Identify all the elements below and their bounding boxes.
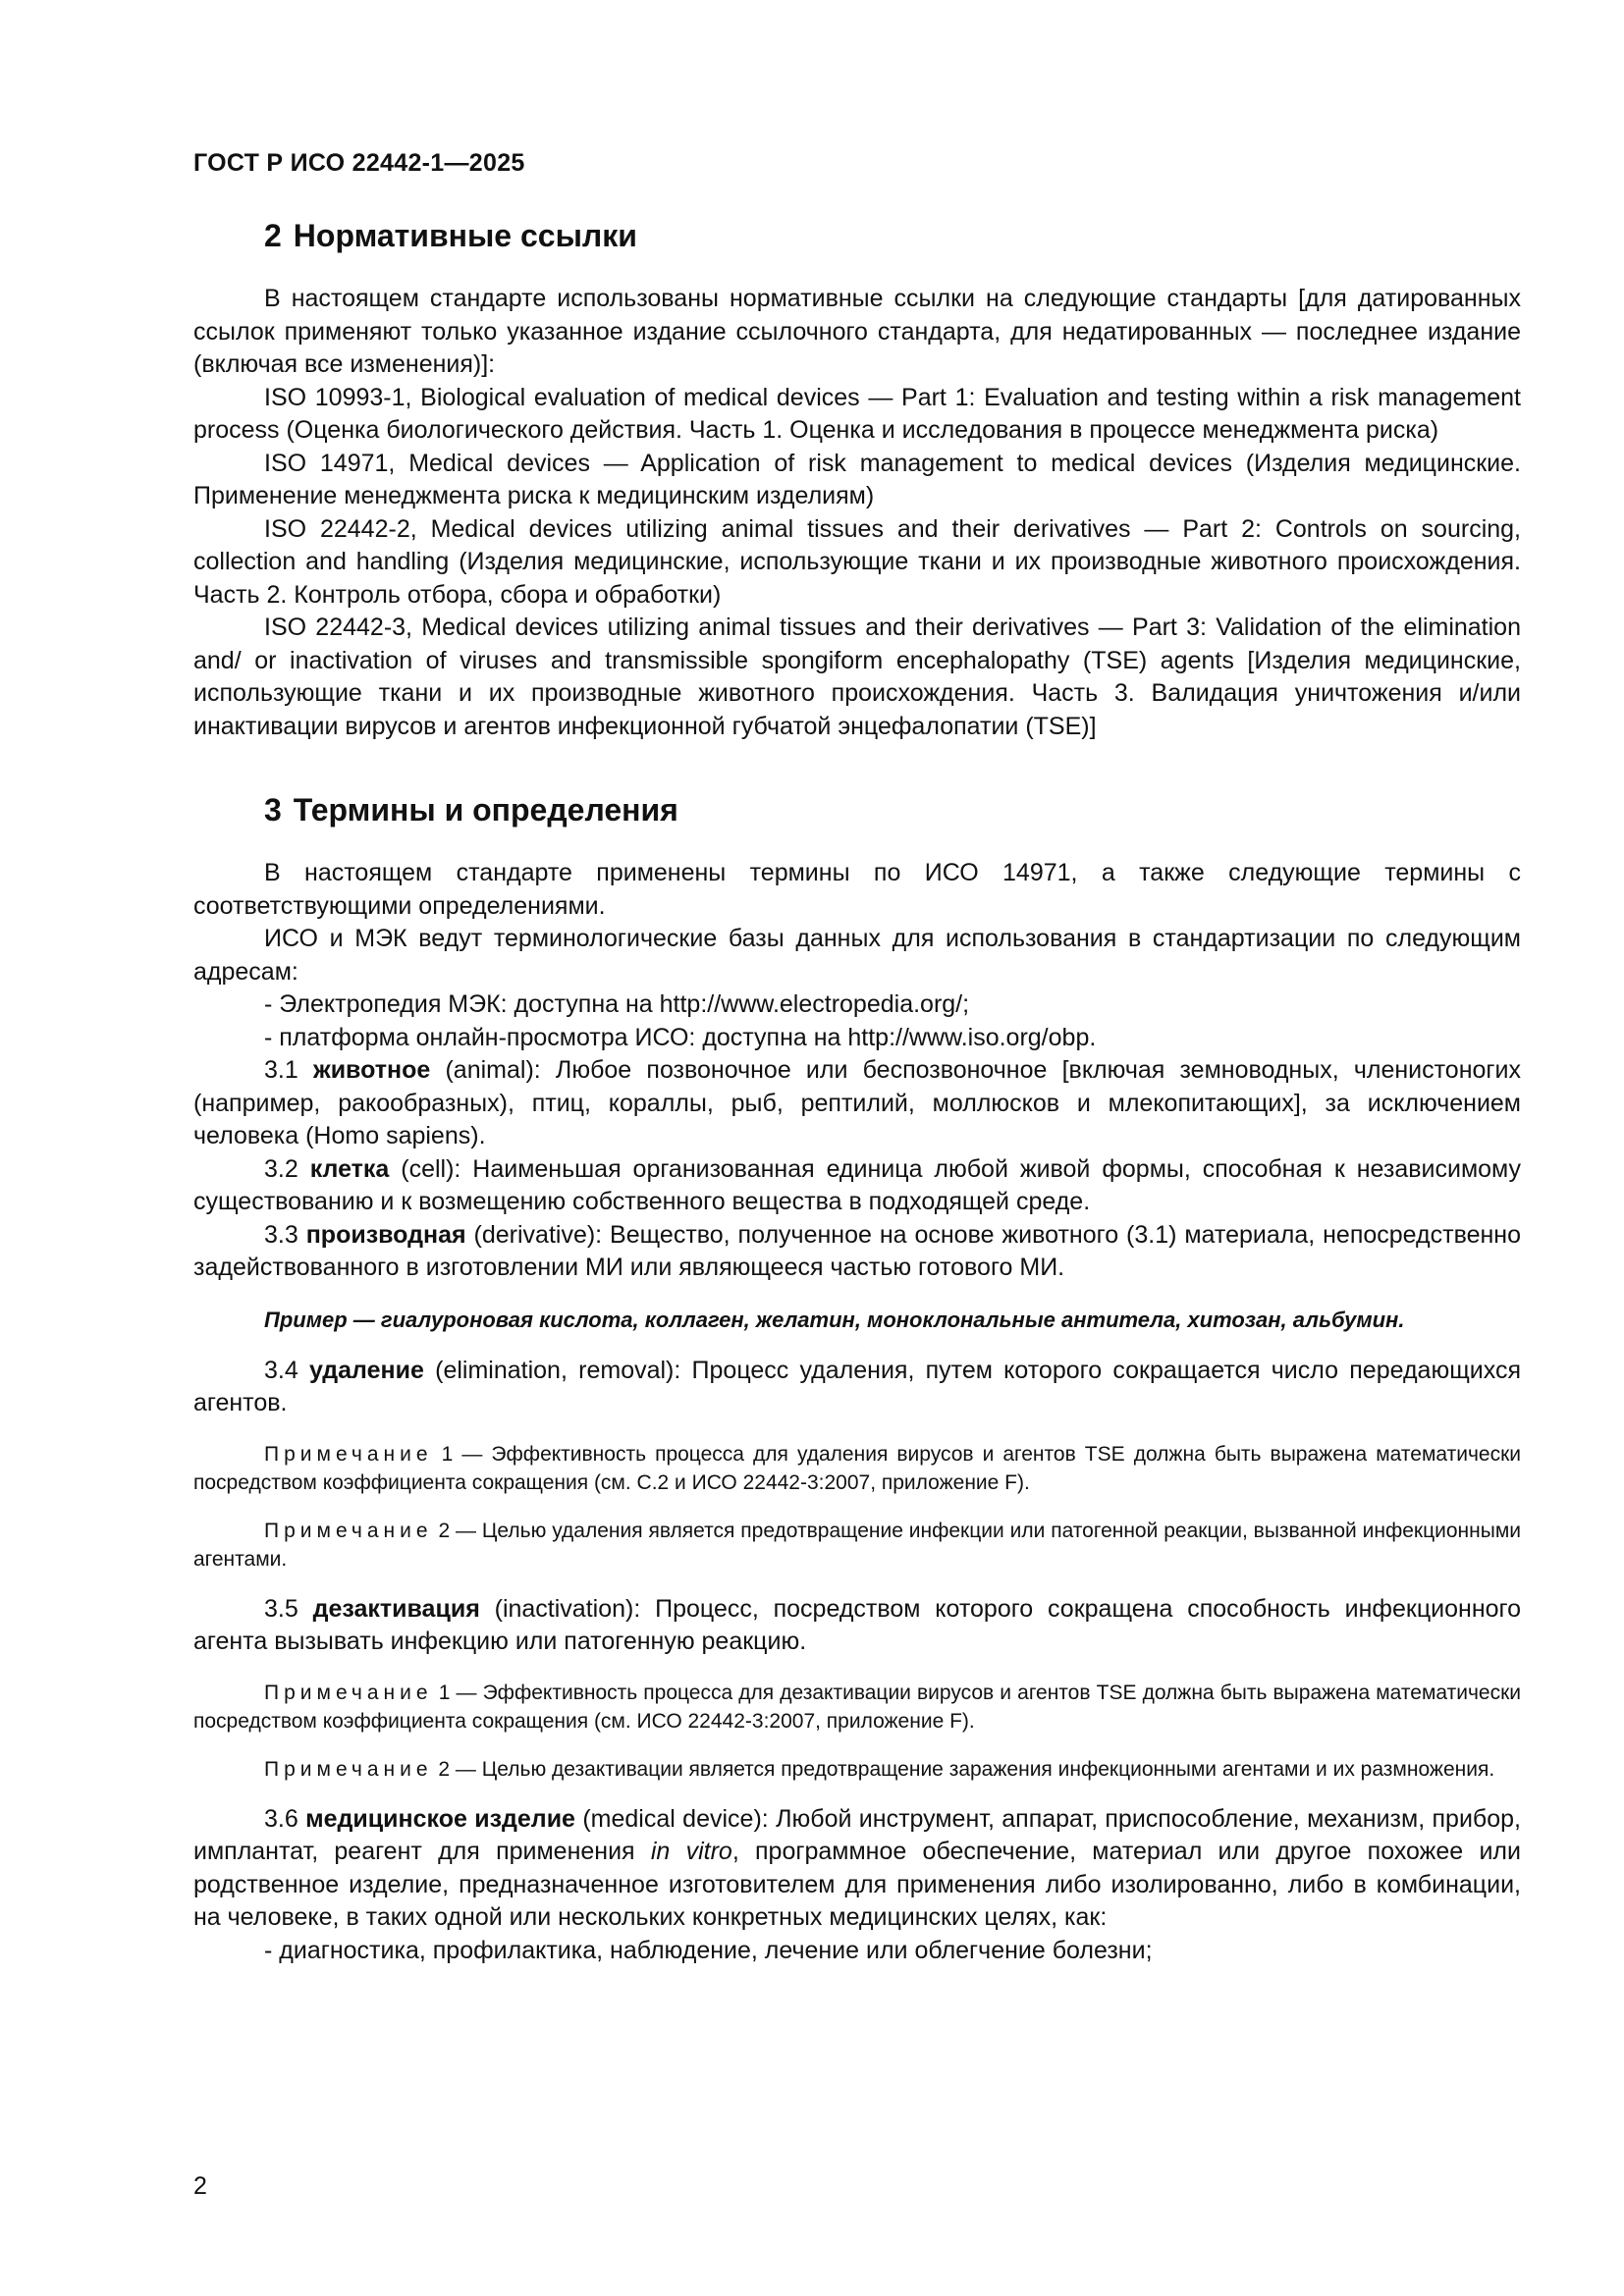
note-label: Примечание — [264, 1757, 433, 1781]
term-number: 3.3 — [264, 1220, 298, 1249]
note-text: 2 — Целью удаления является предотвращение инфекции или патогенной реакции, вызванной инфекционными агентами. — [193, 1519, 1521, 1571]
list-item: - платформа онлайн-просмотра ИСО: доступна на http://www.iso.org/obp. — [264, 1023, 1097, 1051]
note-label: Примечание — [264, 1519, 433, 1542]
note — [193, 1440, 1521, 1497]
term-name: производная — [305, 1220, 466, 1249]
term-italic: in vitro — [650, 1838, 732, 1865]
note — [193, 1755, 1521, 1784]
term-number: 3.6 — [264, 1804, 298, 1833]
normative-reference: ISO 22442-2, Medical devices utilizing animal tissues and their derivatives — Part 2: Controls on sourcing, collection and handling (Изделия медицинские, использующие ткани и их производные животного происхождения. Часть 2. Контроль отбора, сбора и обработки) — [193, 514, 1521, 609]
section-3-intro: В настоящем стандарте применены термины по ИСО 14971, а также следующие термины с соответствующими определениями. — [193, 859, 1521, 920]
section-number: 2 — [264, 218, 282, 253]
term-name: дезактивация — [312, 1594, 480, 1623]
term-definition: (inactivation): Процесс, посредством которого сокращена способность инфекционного агента вызывать инфекцию или патогенную реакцию. — [193, 1594, 1522, 1655]
list-item: - диагностика, профилактика, наблюдение, лечение или облегчение болезни; — [264, 1936, 1153, 1964]
term-number: 3.2 — [264, 1154, 298, 1183]
term-3-3 — [193, 1219, 1521, 1285]
term-name: животное — [312, 1056, 431, 1084]
normative-reference: ISO 14971, Medical devices — Application of risk management to medical devices (Изделия медицинские. Применение менеджмента риска к медицинским изделиям) — [193, 449, 1521, 509]
term-3-2 — [193, 1153, 1521, 1219]
term-name: медицинское изделие — [305, 1804, 575, 1833]
section-title: Термины и определения — [293, 792, 678, 828]
term-definition: (animal): Любое позвоночное или беспозвоночное [включая земноводных, членистоногих (например, ракообразных), птиц, кораллы, рыб, рептилий, моллюсков и млекопитающих], за исключением человека (Homo sapiens). — [193, 1056, 1521, 1149]
section-title: Нормативные ссылки — [293, 218, 637, 253]
note-label: Примечание — [264, 1442, 433, 1466]
page-content — [193, 216, 1521, 1967]
term-definition: , программное обеспечение, материал или другое похожее или родственное изделие, предназначенное изготовителем для применения либо изолированно, либо в комбинации, на человеке, в таких одной или нескольких конкретных медицинских целях, как: — [193, 1838, 1521, 1931]
document-header: ГОСТ Р ИСО 22442-1—2025 — [193, 149, 525, 177]
note — [193, 1517, 1521, 1574]
note — [193, 1679, 1521, 1735]
term-name: удаление — [309, 1356, 424, 1384]
term-number: 3.4 — [264, 1356, 298, 1384]
term-definition: (medical device): Любой инструмент, аппарат, приспособление, механизм, прибор, имплантат, реагент для применения — [193, 1804, 1521, 1865]
note-text: 2 — Целью дезактивации является предотвращение заражения инфекционными агентами и их размножения. — [438, 1757, 1495, 1781]
term-3-6 — [193, 1803, 1521, 1935]
example-note: Пример — гиалуроновая кислота, коллаген, желатин, моноклональные антитела, хитозан, альбумин. — [264, 1307, 1405, 1332]
normative-reference: ISO 10993-1, Biological evaluation of medical devices — Part 1: Evaluation and testing within a risk management process (Оценка биологического действия. Часть 1. Оценка и исследования в процессе менеджмента риска) — [193, 383, 1521, 444]
term-3-5 — [193, 1593, 1521, 1659]
term-name: клетка — [309, 1154, 390, 1183]
note-text: 1 — Эффективность процесса для дезактивации вирусов и агентов TSE должна быть выражена математически посредством коэффициента сокращения (см. ИСО 22442-3:2007, приложение F). — [193, 1681, 1521, 1733]
page-number: 2 — [193, 2172, 207, 2200]
note-text: 1 — Эффективность процесса для удаления вирусов и агентов TSE должна быть выражена математически посредством коэффициента сокращения (см. С.2 и ИСО 22442-3:2007, приложение F). — [193, 1442, 1521, 1494]
section-number: 3 — [264, 792, 282, 828]
term-3-4 — [193, 1355, 1521, 1420]
normative-reference: ISO 22442-3, Medical devices utilizing animal tissues and their derivatives — Part 3: Validation of the elimination and/ or inactivation of viruses and transmissible spongiform encephalopathy (TSE) agents [Изделия медицинские, использующие ткани и их производные животного происхождения. Часть 3. Валидация уничтожения и/или инактивации вирусов и агентов инфекционной губчатой энцефалопатии (TSE)] — [193, 614, 1521, 740]
term-definition: (cell): Наименьшая организованная единица любой живой формы, способная к независимому существованию и к возмещению собственного вещества в подходящей среде. — [193, 1154, 1522, 1215]
term-3-1 — [193, 1054, 1521, 1153]
term-number: 3.5 — [264, 1594, 298, 1623]
term-definition: (elimination, removal): Процесс удаления, путем которого сокращается число передающихся агентов. — [193, 1356, 1521, 1416]
list-item: - Электропедия МЭК: доступна на http://www.electropedia.org/; — [264, 990, 970, 1018]
term-number: 3.1 — [264, 1056, 298, 1084]
section-2-heading — [264, 216, 1521, 255]
term-definition: (derivative): Вещество, полученное на основе животного (3.1) материала, непосредственно задействованного в изготовлении МИ или являющееся частью готового МИ. — [193, 1220, 1521, 1281]
section-3-intro: ИСО и МЭК ведут терминологические базы данных для использования в стандартизации по следующим адресам: — [193, 925, 1521, 986]
note-label: Примечание — [264, 1681, 433, 1704]
section-3-heading — [264, 790, 1521, 829]
section-2-intro: В настоящем стандарте использованы нормативные ссылки на следующие стандарты [для датированных ссылок применяют только указанное издание ссылочного стандарта, для недатированных — последнее издание (включая все изменения)]: — [193, 285, 1521, 378]
